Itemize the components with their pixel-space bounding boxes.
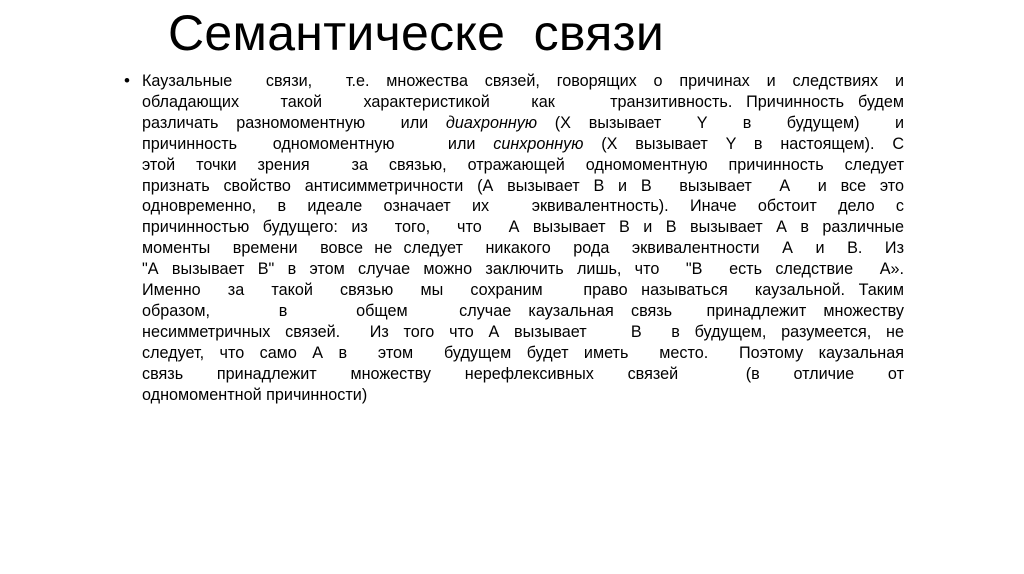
paragraph-text: причинностью будущего: из того, что А вызывает В и В вызывает А в различные	[142, 218, 904, 237]
paragraph-line	[142, 322, 904, 343]
paragraph-line	[142, 364, 904, 385]
paragraph-line	[142, 113, 904, 134]
paragraph-text: обладающих такой характеристикой как транзитивность. Причинность будем	[142, 92, 904, 111]
paragraph-line	[142, 71, 904, 92]
paragraph-line	[142, 196, 904, 217]
paragraph-text: образом, в общем случае каузальная связь принадлежит множеству	[142, 301, 904, 320]
paragraph-text: признать свойство антисимметричности (А вызывает В и В вызывает А и все это	[142, 176, 904, 195]
paragraph-line	[142, 259, 904, 280]
bullet-list	[124, 71, 904, 406]
paragraph-text: следует, что само А в этом будущем будет иметь место. Поэтому каузальная	[142, 343, 904, 362]
paragraph-text: (Х вызывает Y в настоящем). С	[583, 134, 905, 153]
paragraph-text: "А вызывает В" в этом случае можно заключить лишь, что "В есть следствие А».	[142, 260, 904, 279]
bullet-item	[124, 71, 904, 406]
paragraph-text: (Х вызывает Y в будущем) и	[537, 113, 904, 132]
slide-title: Семантическе связи	[168, 5, 665, 61]
paragraph-line	[142, 217, 904, 238]
paragraph-line	[142, 176, 904, 197]
paragraph-text: несимметричных связей. Из того что А вызывает В в будущем, разумеется, не	[142, 322, 904, 341]
paragraph-line	[142, 385, 904, 406]
paragraph-text: этой точки зрения за связью, отражающей одномоментную причинность следует	[142, 155, 904, 174]
italic-term: диахронную	[445, 113, 538, 132]
paragraph-line	[142, 343, 904, 364]
paragraph-text: связь принадлежит множеству нерефлексивных связей (в отличие от	[142, 364, 904, 383]
paragraph-line	[142, 92, 904, 113]
bullet-paragraph	[142, 71, 904, 406]
paragraph-text: Каузальные связи, т.е. множества связей, говорящих о причинах и следствиях и	[142, 72, 904, 90]
bullet-icon: •	[124, 71, 130, 90]
paragraph-line	[142, 134, 904, 155]
paragraph-text: различать разномоментную или	[142, 113, 446, 132]
paragraph-text: моменты времени вовсе не следует никакого рода эквивалентности А и В. Из	[142, 239, 904, 258]
paragraph-line	[142, 280, 904, 301]
italic-term: синхронную	[493, 134, 584, 153]
paragraph-line	[142, 155, 904, 176]
paragraph-text: одномоментной причинности)	[142, 385, 368, 404]
paragraph-text: причинность одномоментную или	[142, 134, 494, 153]
paragraph-text: Именно за такой связью мы сохраним право называться каузальной. Таким	[142, 281, 904, 300]
paragraph-line	[142, 238, 904, 259]
paragraph-line	[142, 301, 904, 322]
paragraph-text: одновременно, в идеале означает их эквивалентность). Иначе обстоит дело с	[142, 197, 904, 216]
